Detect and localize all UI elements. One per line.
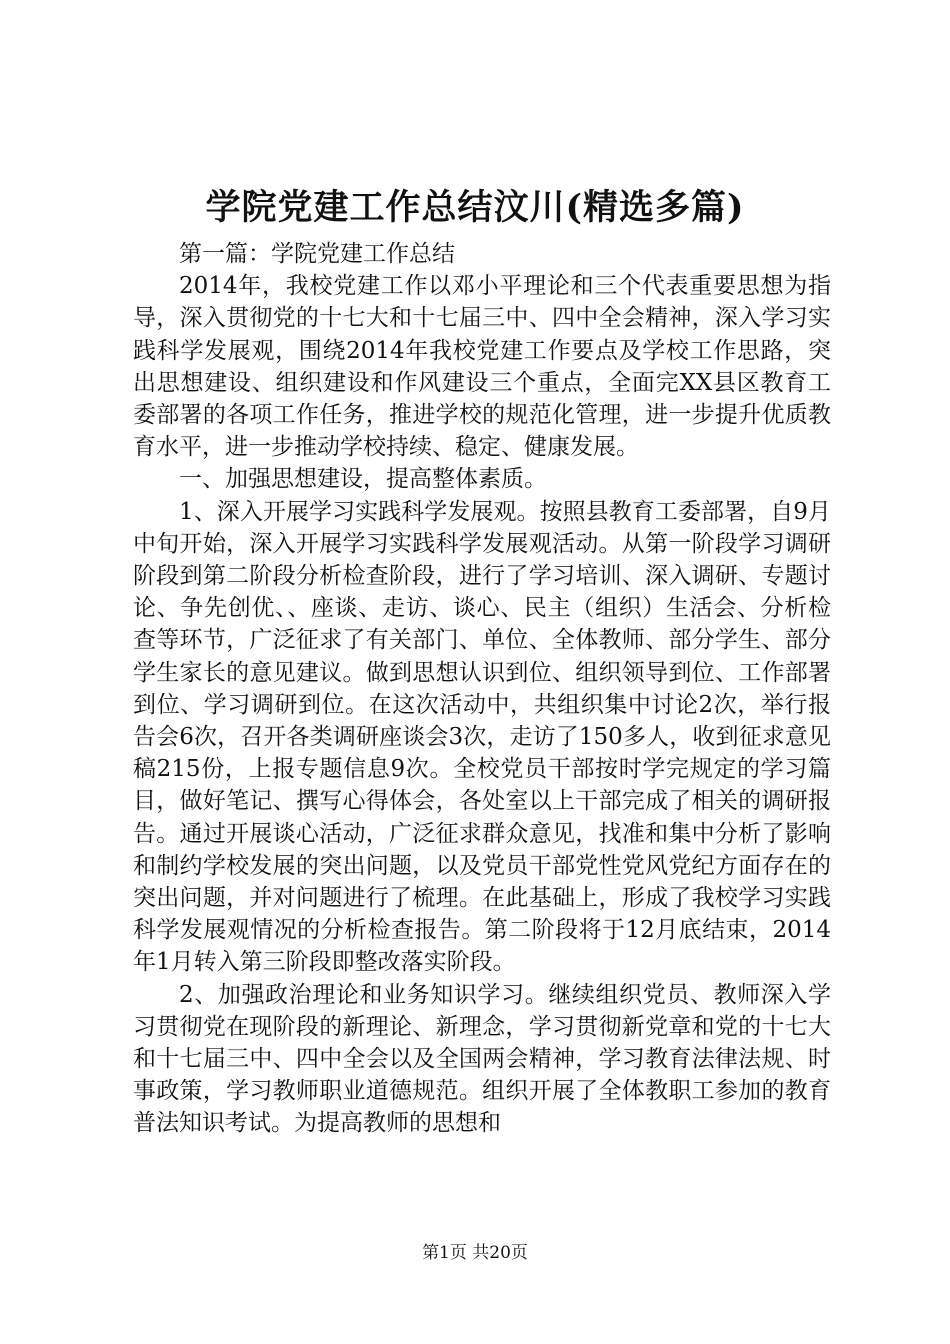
page-footer: 第1页 共20页: [422, 1243, 528, 1263]
section-heading: 一、加强思想建设，提高整体素质。: [179, 466, 547, 493]
document-body: [133, 238, 831, 1140]
body-paragraph: 1、深入开展学习实践科学发展观。按照县教育工委部署，自9月中旬开始，深入开展学习实践科学发展观活动。从第一阶段学习调研阶段到第二阶段分析检查阶段，进行了学习培训、深入调研、专题讨论、争先创优、、座谈、走访、谈心、民主（组织）生活会、分析检查等环节，广泛征求了有关部门、单位、全体教师、部分学生、部分学生家长的意见建议。做到思想认识到位、组织领导到位、工作部署到位、学习调研到位。在这次活动中，共组织集中讨论2次，举行报告会6次，召开各类调研座谈会3次，走访了150多人，收到征求意见稿215份，上报专题信息9次。全校党员干部按时学完规定的学习篇目，做好笔记、撰写心得体会，各处室以上干部完成了相关的调研报告。通过开展谈心活动，广泛征求群众意见，找准和集中分析了影响和制约学校发展的突出问题，以及党员干部党性党风党纪方面存在的突出问题，并对问题进行了梳理。在此基础上，形成了我校学习实践科学发展观情况的分析检查报告。第二阶段将于12月底结束，2014年1月转入第三阶段即整改落实阶段。: [133, 498, 831, 976]
body-paragraph: 2014年，我校党建工作以邓小平理论和三个代表重要思想为指导，深入贯彻党的十七大和十七届三中、四中全会精神，深入学习实践科学发展观，围绕2014年我校党建工作要点及学校工作思路，突出思想建设、组织建设和作风建设三个重点，全面完XX县区教育工委部署的各项工作任务，推进学校的规范化管理，进一步提升优质教育水平，进一步推动学校持续、稳定、健康发展。: [133, 273, 831, 461]
section-heading: 第一篇：学院党建工作总结: [179, 241, 455, 267]
document-title: 学院党建工作总结汶川(精选多篇): [205, 187, 745, 228]
body-paragraph: 2、加强政治理论和业务知识学习。继续组织党员、教师深入学习贯彻党在现阶段的新理论、新理念，学习贯彻新党章和党的十七大和十七届三中、四中全会以及全国两会精神，学习教育法律法规、时事政策，学习教师职业道德规范。组织开展了全体教职工参加的教育普法知识考试。为提高教师的思想和: [133, 981, 831, 1137]
